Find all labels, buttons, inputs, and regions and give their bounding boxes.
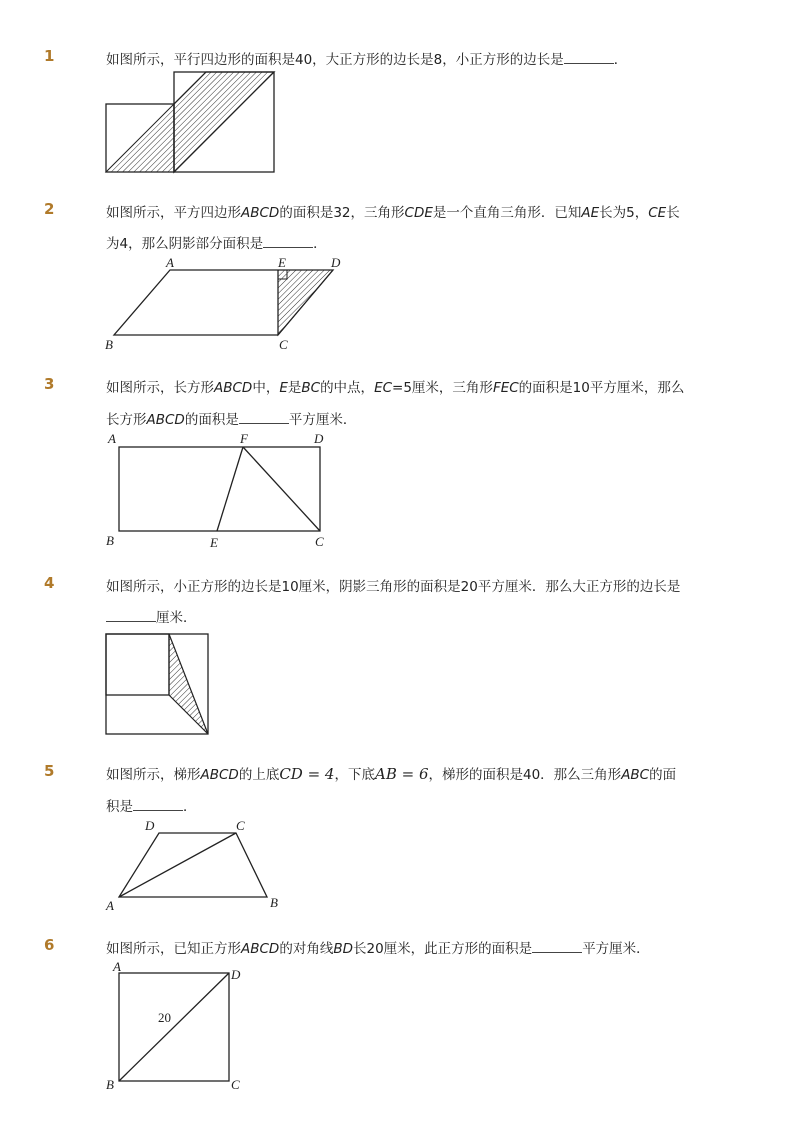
var-bc: BC [301,380,321,396]
label-b: B [105,337,113,352]
diagonal-bd [119,973,229,1081]
var-bd: BD [333,941,353,957]
text-part: 的中点， [320,380,375,396]
label-d: D [314,431,324,446]
label-b: B [106,533,114,548]
var-e: E [279,380,288,396]
text-part: 的面 [649,767,677,783]
label-d: D [231,967,241,982]
label-a: A [113,959,121,974]
problem-4-number: 4 [44,574,55,592]
label-diagonal-length: 20 [158,1010,171,1025]
text-part: 的上底 [238,767,280,783]
var-abcd: ABCD [200,767,239,783]
label-e: E [278,255,286,270]
var-cde: CDE [404,205,433,221]
text-part: 的对角线 [279,941,334,957]
text-part: 如图所示，小正方形的边长是10厘米，阴影三角形的面积是20平方厘米．那么大正方形的边长是 [106,579,681,595]
text-part: 的面积是32，三角形 [279,205,405,221]
math-cd: CD = 4 [279,765,335,783]
problem-5-number: 5 [44,762,55,780]
text-part: ． [313,236,327,252]
text-part: 长 [666,205,680,221]
text-part: 是 [287,380,302,396]
text-part: 长方形 [106,412,147,428]
text-part: 是一个直角三角形．已知 [432,205,582,221]
text-part: ． [183,799,197,815]
label-d: D [145,818,155,833]
var-ce: CE [648,205,667,221]
problem-3-number: 3 [44,375,55,393]
label-b: B [270,895,278,910]
label-b: B [106,1077,114,1092]
text-part: 积是 [106,799,133,815]
text-part: 中， [252,380,280,396]
text-part: 为4，那么阴影部分面积是 [106,236,264,252]
text-part: 长20厘米，此正方形的面积是 [353,941,533,957]
var-fec: FEC [492,380,519,396]
var-abcd: ABCD [241,205,280,221]
var-abcd: ABCD [241,941,280,957]
text-part: 如图所示，平方四边形 [106,205,241,221]
text-part: 如图所示，梯形 [106,767,201,783]
math-ab: AB = 6 [374,765,429,783]
text-part: 平方厘米． [582,941,650,957]
problem-1-number: 1 [44,47,55,65]
text-part: 的面积是10平方厘米，那么 [518,380,685,396]
var-abc: ABC [621,767,650,783]
var-abcd: ABCD [146,412,185,428]
var-ae: AE [581,205,600,221]
text-part: 如图所示，已知正方形 [106,941,241,957]
text-part: 如图所示，长方形 [106,380,214,396]
problem-2-number: 2 [44,200,55,218]
label-c: C [279,337,288,352]
text-part: 平方厘米． [288,412,357,428]
label-a: A [166,255,174,270]
label-f: F [240,431,248,446]
text-part: ，下底 [334,767,375,783]
problem-1-text-part: 如图所示，平行四边形的面积是40，大正方形的边长是8，小正方形的边长是 [106,52,564,68]
text-part: 长为5， [599,205,649,221]
problem-1-text-part: ． [613,52,628,68]
label-a: A [108,431,116,446]
label-c: C [236,818,245,833]
text-part: ，梯形的面积是40．那么三角形 [428,767,622,783]
text-part: 厘米． [156,610,197,626]
label-e: E [210,535,218,550]
label-c: C [231,1077,240,1092]
label-d: D [331,255,341,270]
var-ec: EC [374,380,393,396]
text-part: 的面积是 [184,412,239,428]
label-c: C [315,534,324,549]
problem-6-number: 6 [44,936,55,954]
var-abcd: ABCD [214,380,253,396]
text-part: =5厘米，三角形 [392,380,493,396]
label-a: A [106,898,114,913]
